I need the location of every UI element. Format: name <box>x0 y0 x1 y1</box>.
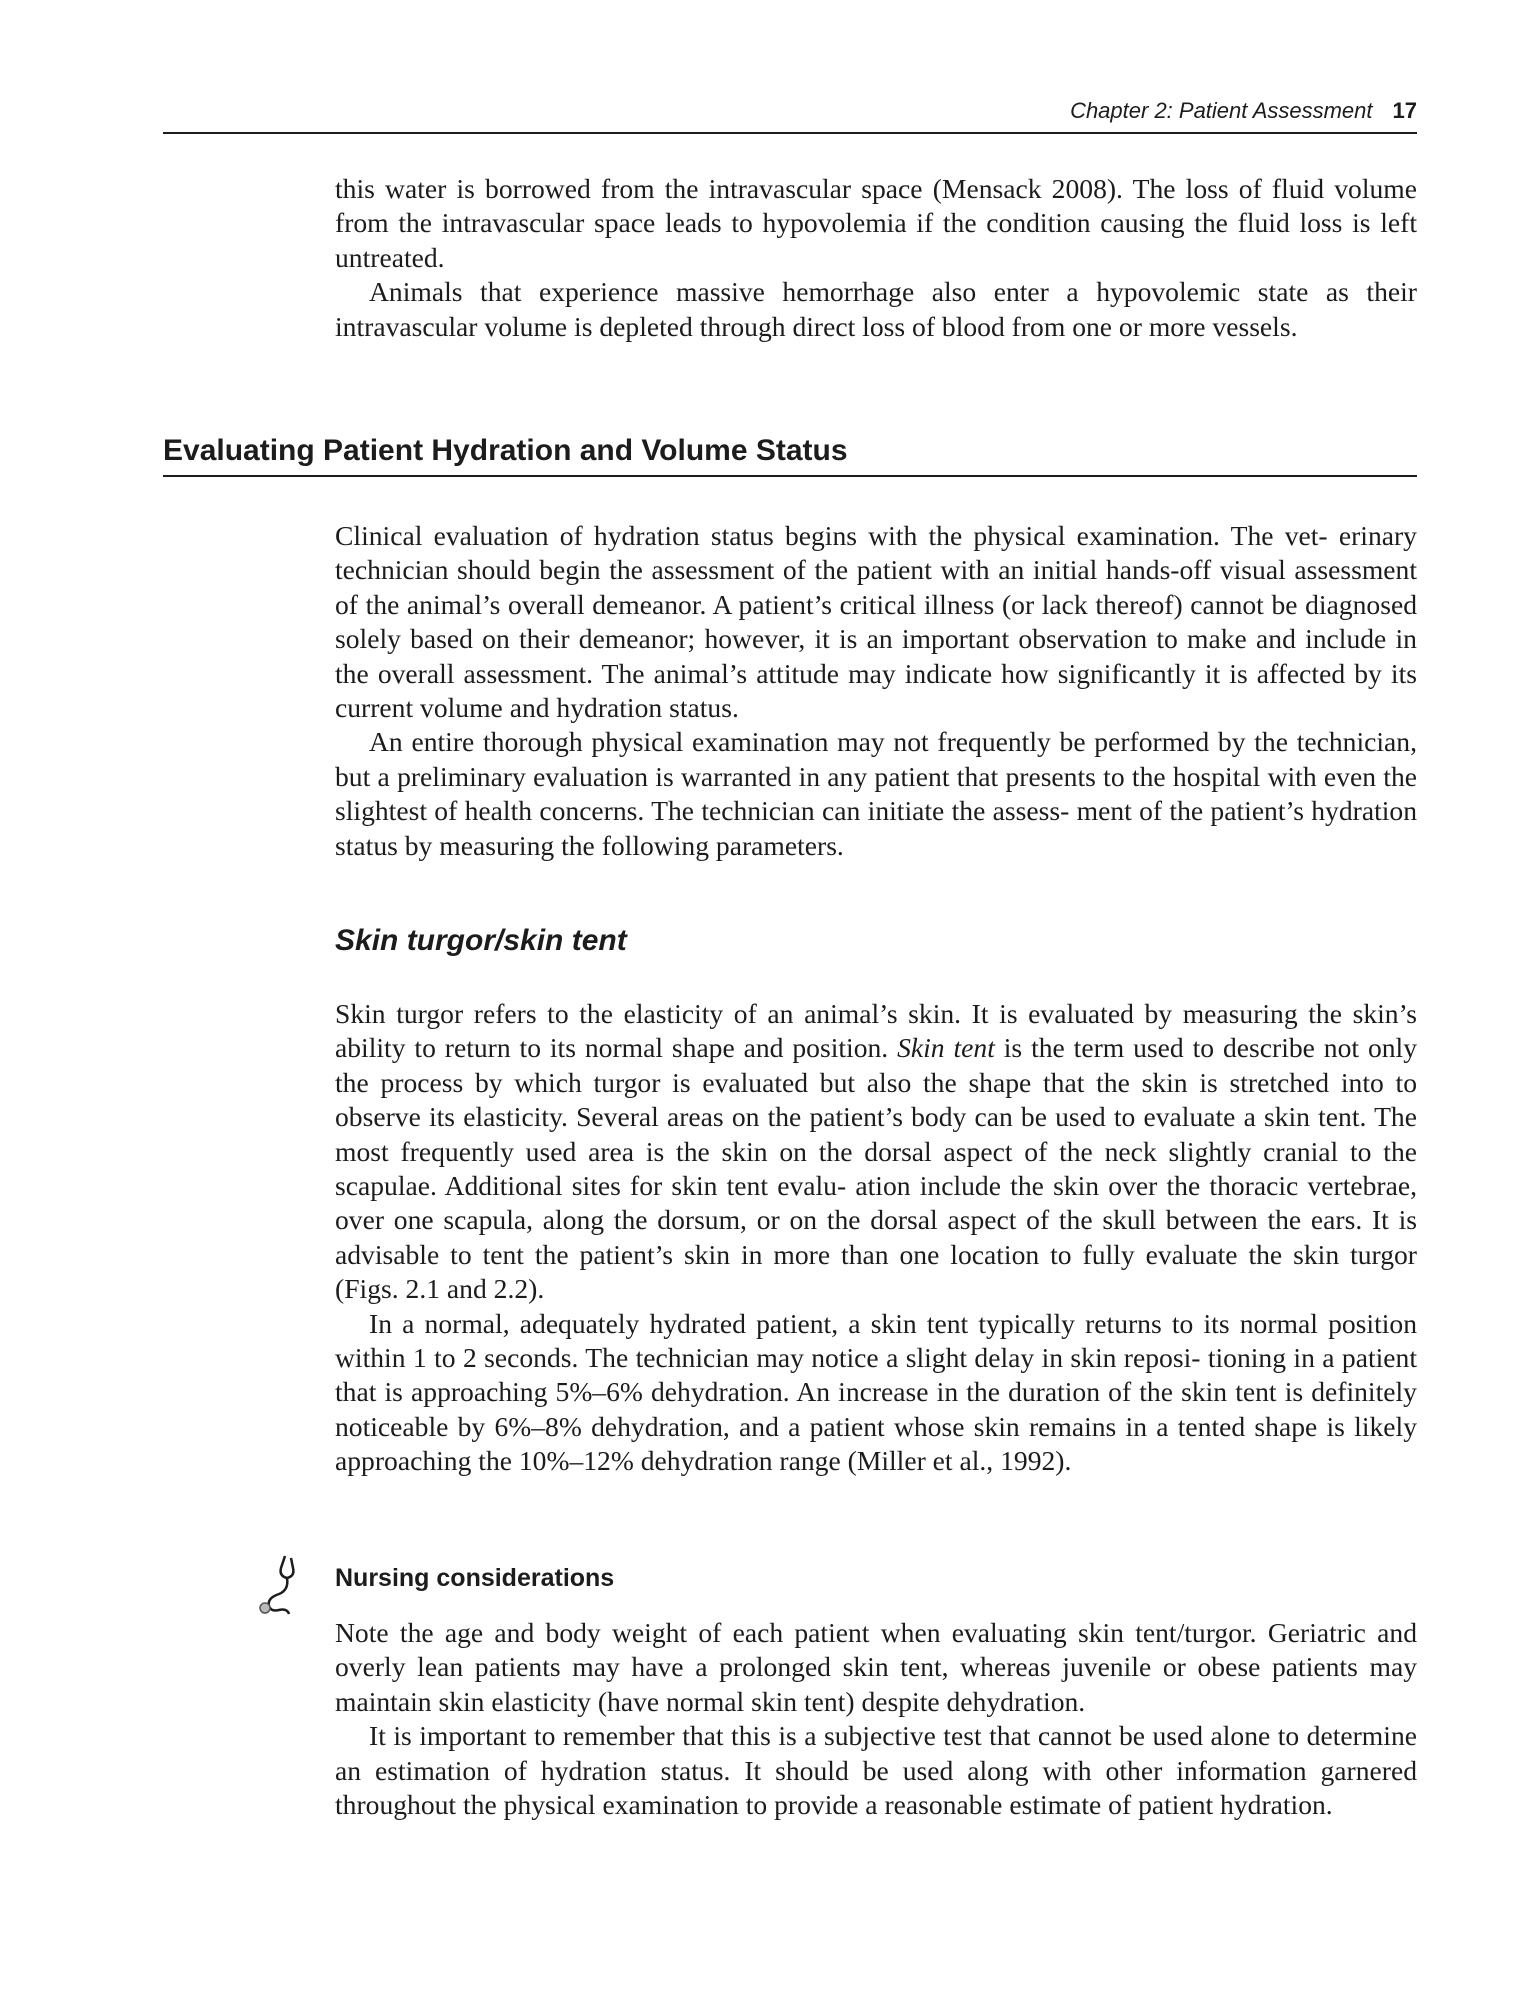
section-paragraph-2 <box>335 725 1417 863</box>
section-block <box>335 519 1417 863</box>
running-head <box>163 96 1417 126</box>
text-line: information garnered throughout the physical examination to provide a reasonable <box>335 1754 1417 1821</box>
text-line: indicate how significantly it is affected by its current volume and hydration status. <box>335 657 1417 724</box>
text-line: fluid loss is left untreated. <box>335 207 1417 273</box>
text-line: skin’s ability to return to its normal shape and position. <box>335 998 1417 1064</box>
text-line: technician, but a preliminary evaluation is warranted in any patient that presents to the <box>335 726 1417 792</box>
text-line: Animals that experience massive hemorrhage also enter a hypovolemic state as their <box>369 276 1417 308</box>
text-line: tioning in a patient that is approaching 5%–6% dehydration. An increase in the duration <box>335 1342 1417 1408</box>
text-line: and overly lean patients may have a prolonged skin tent, whereas juvenile or obese <box>335 1617 1417 1683</box>
nursing-block <box>335 1616 1417 1822</box>
intro-block <box>335 172 1417 344</box>
text-line: aspect of the neck slightly cranial to the scapulae. Additional sites for skin tent evalu- <box>335 1135 1417 1202</box>
chapter-title: Chapter 2: Patient Assessment <box>1070 98 1373 123</box>
text-line: In a normal, adequately hydrated patient, a skin tent typically returns to its normal <box>369 1307 1318 1339</box>
subsection-paragraph-1 <box>335 997 1417 1307</box>
subsection-heading: Skin turgor/skin tent <box>335 924 627 957</box>
text-line: An entire thorough physical examination may not frequently be performed by the <box>369 726 1288 758</box>
text-line: It is important to remember that this is a subjective test that cannot be used alone <box>369 1720 1271 1752</box>
text-line: observation to make and include in the overall assessment. The animal’s attitude may <box>335 623 1417 689</box>
text-line: patients may maintain skin elasticity (have normal skin tent) despite dehydration. <box>335 1651 1417 1717</box>
text-line: estimate of patient hydration. <box>1009 1789 1333 1821</box>
text-line: skin in more than one location to fully evaluate the skin turgor (Figs. 2.1 and 2.2). <box>335 1238 1418 1305</box>
text-line: Note the age and body weight of each patient when evaluating skin tent/turgor. Geriatric <box>335 1617 1366 1648</box>
nursing-paragraph-1 <box>335 1616 1417 1719</box>
header-rule <box>163 132 1417 134</box>
intro-paragraph-1 <box>335 172 1417 275</box>
section-rule <box>163 475 1417 477</box>
nursing-heading: Nursing considerations <box>335 1564 615 1592</box>
page-number: 17 <box>1392 98 1417 123</box>
subsection-paragraph-2 <box>335 1307 1417 1479</box>
text-line: erinary technician should begin the assessment of the patient with an initial hands-off <box>335 520 1417 586</box>
text-line: ment of the patient’s hydration status by measuring the following parameters. <box>335 795 1418 861</box>
italic-term: Skin tent <box>897 1032 995 1064</box>
nursing-paragraph-2 <box>335 1719 1417 1822</box>
text-line: this water is borrowed from the intravascular space (Mensack 2008). The loss of fluid <box>335 173 1325 204</box>
text-line: skin is stretched into to observe its elasticity. Several areas on the patient’s body can be <box>335 1066 1417 1133</box>
text-line: ation include the skin over the thoracic vertebrae, over one scapula, along the dorsum, <box>335 1170 1417 1236</box>
text-line: thereof) cannot be diagnosed solely based on their demeanor; however, it is an important <box>335 588 1418 655</box>
text-line: of the skin tent is definitely noticeable by 6%–8% dehydration, and a patient whose <box>335 1376 1417 1442</box>
text-line: intravascular volume is depleted through direct loss of blood from one or more vessels. <box>335 310 1298 342</box>
text-line: skin remains in a tented shape is likely approaching the 10%–12% dehydration range <box>335 1410 1417 1477</box>
subsection-block <box>335 997 1417 1479</box>
text-line: (Miller et al., 1992). <box>847 1445 1072 1477</box>
text-line: position within 1 to 2 seconds. The technician may notice a slight delay in skin reposi- <box>335 1307 1418 1374</box>
text-line: describe not only the process by which turgor is evaluated but also the shape that the <box>335 1032 1418 1098</box>
section-paragraph-1 <box>335 519 1417 725</box>
text-line: is the term used to <box>994 1032 1215 1064</box>
text-line: visual assessment of the animal’s overall demeanor. A patient’s critical illness (or lack <box>335 554 1418 620</box>
text-line: Skin turgor refers to the elasticity of an animal’s skin. It is evaluated by measuring the <box>335 998 1342 1029</box>
intro-paragraph-2 <box>335 275 1417 344</box>
text-line: used to evaluate a skin tent. The most frequently used area is the skin on the dorsal <box>335 1101 1417 1167</box>
text-line: volume from the intravascular space leads to hypovolemia if the condition causing the <box>335 173 1417 239</box>
text-line: to determine an estimation of hydration status. It should be used along with other <box>335 1720 1417 1786</box>
text-line: hospital with even the slightest of health concerns. The technician can initiate the assess- <box>335 760 1417 827</box>
text-line: or on the dorsal aspect of the skull between the ears. It is advisable to tent the patient’s <box>335 1204 1417 1270</box>
stethoscope-icon <box>255 1552 305 1616</box>
section-heading: Evaluating Patient Hydration and Volume Status <box>163 434 848 467</box>
text-line: Clinical evaluation of hydration status begins with the physical examination. The vet- <box>335 520 1328 551</box>
